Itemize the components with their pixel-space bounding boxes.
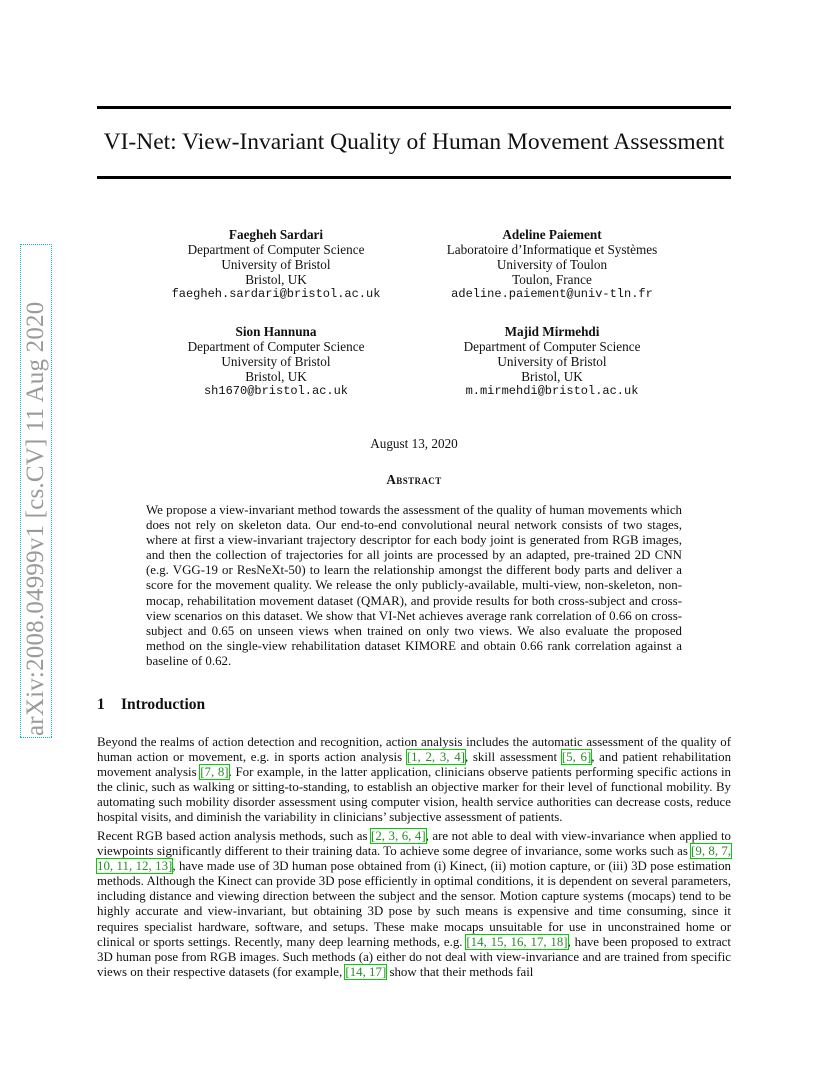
author-location: Bristol, UK: [521, 369, 583, 384]
section-title: Introduction: [121, 696, 206, 713]
author-university: University of Toulon: [496, 257, 608, 272]
paragraph-text: , have made use of 3D human pose obtained from (i) Kinect, (ii) motion capture, or (iii) 3D pose estimation methods. Although the Kinect can provide 3D pose efficiently in optimal conditions, it is dependent on several parameters, including distance and viewing direction between the subject and the sensor. Motion capture systems (mocaps) tend to be highly accurate and view-invariant, but obtaining 3D pose by such means is expensive and time consuming, since it requires specialist hardware, software, and setups. These make mocaps unsuitable for use in unconstrained home or clinical or sports settings. Recently, many deep learning methods, e.g.: [97, 859, 731, 949]
author-university: University of Bristol: [497, 354, 607, 369]
paper-date: August 13, 2020: [370, 436, 458, 451]
author-location: Bristol, UK: [245, 369, 307, 384]
citation-link[interactable]: [5, 6]: [561, 750, 592, 765]
author-department: Department of Computer Science: [463, 339, 641, 354]
paragraph-text: Beyond the realms of action detection and recognition, action analysis includes the automatic assessment of the quality of human action or movement, e.g. in sports action analysis: [97, 735, 731, 765]
section-heading: [97, 696, 205, 714]
author-name: Sion Hannuna: [235, 324, 317, 339]
author-email: faegheh.sardari@bristol.ac.uk: [171, 287, 381, 301]
abstract-text: We propose a view-invariant method towards the assessment of the quality of human movements which does not rely on skeleton data. Our end-to-end convolutional neural network consists of two stages, where at first a view-invariant trajectory descriptor for each body joint is generated from RGB images, and then the collection of trajectories for all joints are processed by an adapted, pre-trained 2D CNN (e.g. VGG-19 or ResNeXt-50) to learn the relationship amongst the different body parts and deliver a score for the movement quality. We release the only publicly-available, multi-view, non-skeleton, non-mocap, rehabilitation movement dataset (QMAR), and provide results for both cross-subject and cross-view scenarios on this dataset. We show that VI-Net achieves average rank correlation of 0.66 on cross-subject and 0.65 on unseen views when trained on only two views. We also evaluate the proposed method on the single-view rehabilitation dataset KIMORE and obtain 0.66 rank correlation against a baseline of 0.62.: [146, 503, 682, 668]
author-email: adeline.paiement@univ-tln.fr: [451, 287, 653, 301]
arxiv-identifier-link[interactable]: arXiv:2008.04999v1 [cs.CV] 11 Aug 2020: [22, 246, 50, 736]
author-block: [146, 227, 406, 302]
author-email: sh1670@bristol.ac.uk: [203, 384, 349, 398]
section-number: 1: [97, 696, 105, 713]
intro-paragraph-1: [97, 735, 731, 826]
citation-link[interactable]: [2, 3, 6, 4]: [371, 829, 426, 843]
paragraph-text: , are not able to deal with view-invariance when applied to viewpoints significantly different to their training data. To achieve some degree of invariance, some works such as: [97, 829, 731, 859]
author-department: Laboratoire d’Informatique et Systèmes: [446, 242, 658, 257]
author-name: Faegheh Sardari: [228, 227, 324, 242]
author-university: University of Bristol: [221, 257, 331, 272]
author-email: m.mirmehdi@bristol.ac.uk: [465, 384, 639, 398]
title-bottom-rule: [97, 176, 731, 179]
author-location: Toulon, France: [512, 272, 592, 287]
top-rule: [97, 106, 731, 109]
author-name: Adeline Paiement: [502, 227, 602, 242]
citation-link[interactable]: [9, 8, 7, 10, 11, 12, 13]: [97, 844, 731, 874]
author-location: Bristol, UK: [245, 272, 307, 287]
intro-paragraph-2: [97, 829, 731, 980]
paragraph-text: Recent RGB based action analysis methods, such as: [97, 829, 372, 843]
citation-link[interactable]: [14, 17]: [345, 964, 387, 979]
author-block: [422, 227, 682, 302]
author-block: [422, 324, 682, 399]
paragraph-text: show that their methods fail: [386, 964, 534, 979]
abstract-heading: Abstract: [386, 472, 442, 487]
citation-link[interactable]: [7, 8]: [200, 765, 229, 780]
citation-link[interactable]: [14, 15, 16, 17, 18]: [466, 934, 568, 949]
paragraph-text: , and patient rehabilitation movement analysis: [97, 750, 732, 780]
author-department: Department of Computer Science: [187, 339, 365, 354]
paragraph-text: , skill assessment: [464, 750, 562, 765]
paragraph-text: , have been proposed to extract 3D human pose from RGB images. Such methods (a) either do not deal with view-invariance and are trained from specific views on their respective datasets (for example,: [97, 934, 731, 979]
paper-title: VI-Net: View-Invariant Quality of Human Movement Assessment: [103, 129, 725, 155]
paragraph-text: . For example, in the latter application, clinicians observe patients performing specific actions in the clinic, such as walking or sitting-to-standing, to establish an objective marker for their level of functional mobility. By automating such mobility disorder assessment using computer vision, health service authorities can decrease costs, reduce hospital visits, and diminish the variability in clinicians’ subjective assessment of patients.: [97, 765, 732, 825]
author-name: Majid Mirmehdi: [504, 324, 600, 339]
citation-link[interactable]: [1, 2, 3, 4]: [406, 750, 465, 765]
author-block: [146, 324, 406, 399]
author-department: Department of Computer Science: [187, 242, 365, 257]
author-university: University of Bristol: [221, 354, 331, 369]
